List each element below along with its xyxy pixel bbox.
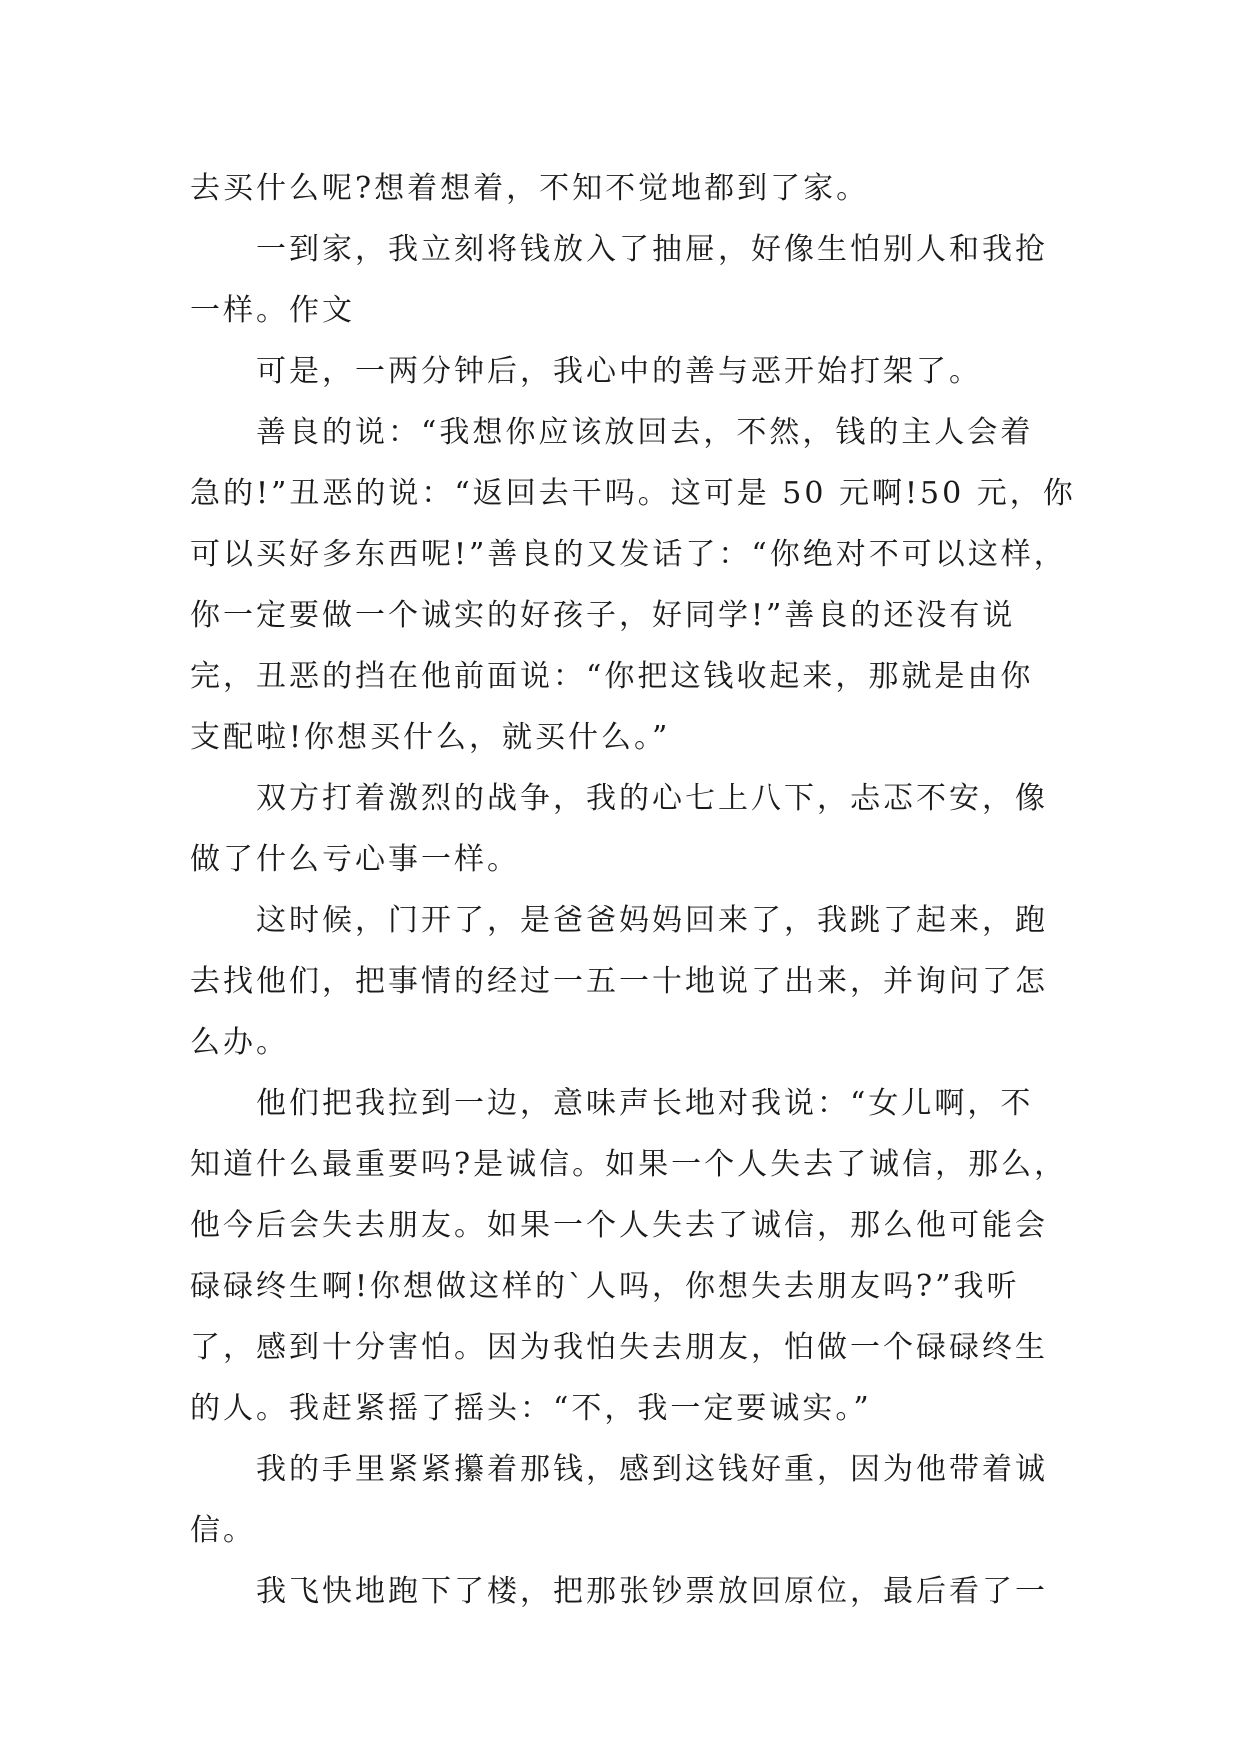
text-line: 完，丑恶的挡在他前面说：“你把这钱收起来，那就是由你 [190, 659, 1034, 694]
text-line: 知道什么最重要吗?是诚信。如果一个人失去了诚信，那么， [190, 1147, 1068, 1182]
text-line: 这时候，门开了，是爸爸妈妈回来了，我跳了起来，跑 [256, 903, 1048, 938]
text-line: 可是，一两分钟后，我心中的善与恶开始打架了。 [256, 354, 982, 389]
text-line: 一样。作文 [190, 293, 355, 328]
text-line: 急的!”丑恶的说：“返回去干吗。这可是 50 元啊!50 元，你 [190, 476, 1076, 511]
text-line: 么办。 [190, 1025, 289, 1060]
text-line: 了，感到十分害怕。因为我怕失去朋友，怕做一个碌碌终生 [190, 1330, 1048, 1365]
text-line: 可以买好多东西呢!”善良的又发话了：“你绝对不可以这样， [190, 537, 1067, 572]
text-line: 去找他们，把事情的经过一五一十地说了出来，并询问了怎 [190, 964, 1048, 999]
text-line: 去买什么呢?想着想着，不知不觉地都到了家。 [190, 171, 870, 206]
text-line: 的人。我赶紧摇了摇头：“不，我一定要诚实。” [190, 1391, 872, 1426]
text-line: 他们把我拉到一边，意味声长地对我说：“女儿啊，不 [256, 1086, 1034, 1121]
text-line: 做了什么亏心事一样。 [190, 842, 520, 877]
text-line: 善良的说：“我想你应该放回去，不然，钱的主人会着 [256, 415, 1034, 450]
body-text [190, 158, 1076, 1622]
text-line: 双方打着激烈的战争，我的心七上八下，忐忑不安，像 [256, 781, 1048, 816]
text-line: 支配啦!你想买什么，就买什么。” [190, 720, 671, 755]
text-line: 他今后会失去朋友。如果一个人失去了诚信，那么他可能会 [190, 1208, 1048, 1243]
text-line: 我的手里紧紧攥着那钱，感到这钱好重，因为他带着诚 [256, 1452, 1048, 1487]
text-line: 我飞快地跑下了楼，把那张钞票放回原位，最后看了一 [256, 1574, 1048, 1609]
text-line: 信。 [190, 1513, 256, 1548]
text-line: 碌碌终生啊!你想做这样的`人吗，你想失去朋友吗?”我听 [190, 1269, 1020, 1304]
text-line: 你一定要做一个诚实的好孩子，好同学!”善良的还没有说 [190, 598, 1016, 633]
text-line: 一到家，我立刻将钱放入了抽屉，好像生怕别人和我抢 [256, 232, 1048, 267]
